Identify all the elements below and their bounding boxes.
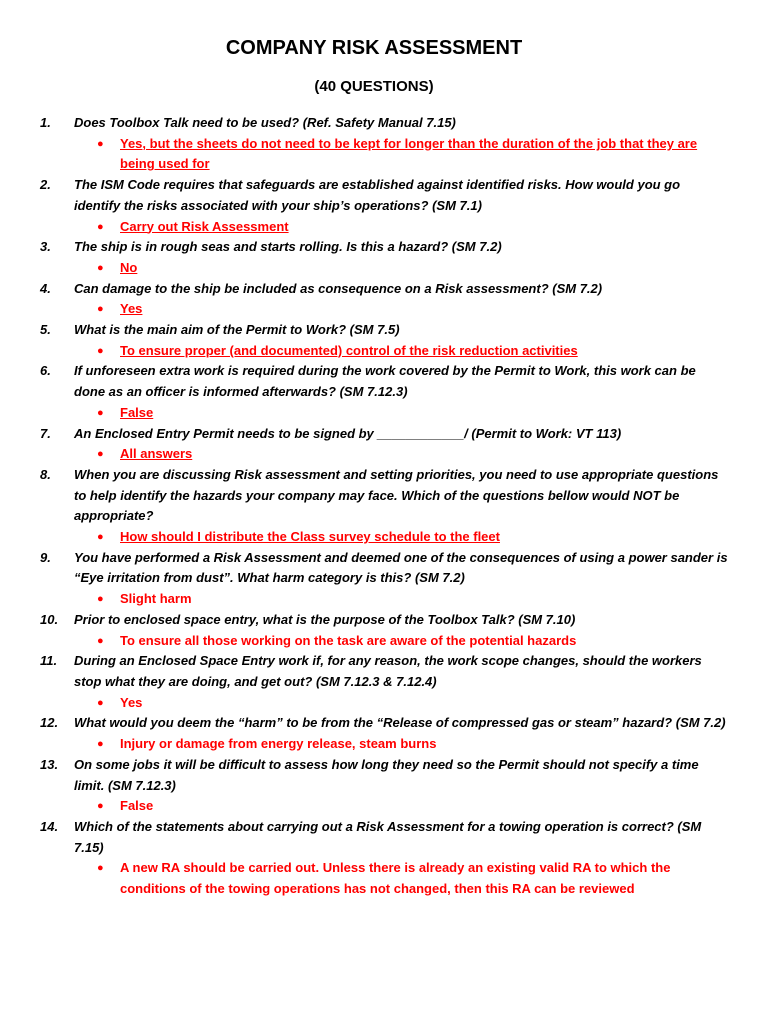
question-text-row (0, 817, 768, 858)
question-item (0, 113, 768, 175)
answer-text: False (120, 798, 154, 814)
answer-row (0, 796, 768, 817)
bullet-icon: ● (97, 220, 104, 233)
answer-text: How should I distribute the Class survey schedule to the fleet (120, 529, 500, 545)
bullet-icon: ● (97, 344, 104, 357)
answer-row (0, 258, 768, 279)
answer-row (0, 341, 768, 362)
answer-row (0, 589, 768, 610)
answer-text: Yes (120, 694, 143, 710)
question-item (0, 361, 768, 423)
question-text-row (0, 651, 768, 692)
question-text: The ISM Code requires that safeguards are established against identified risks. How would you go identify the risks associated with your ship’s operations? (SM 7.1) (74, 177, 681, 213)
question-text-row (0, 237, 768, 258)
document-subtitle: (40 QUESTIONS) (314, 78, 434, 95)
question-item (0, 548, 768, 610)
answer-row (0, 734, 768, 755)
question-text: During an Enclosed Space Entry work if, for any reason, the work scope changes, should the workers stop what they are doing, and get out? (SM 7.12.3 & 7.12.4) (74, 653, 702, 689)
answer-row (0, 527, 768, 548)
question-number: 2. (40, 177, 51, 193)
question-text: What is the main aim of the Permit to Work? (SM 7.5) (74, 322, 400, 338)
answer-row (0, 858, 768, 899)
question-text-row (0, 175, 768, 216)
question-number: 10. (40, 611, 59, 627)
answer-row (0, 217, 768, 238)
question-text: An Enclosed Entry Permit needs to be signed by ____________/ (Permit to Work: VT 113) (74, 425, 622, 441)
bullet-icon: ● (97, 862, 104, 875)
answer-text: Injury or damage from energy release, steam burns (120, 736, 437, 752)
answer-text: To ensure all those working on the task are aware of the potential hazards (120, 632, 577, 648)
question-number: 11. (40, 653, 58, 669)
answer-row (0, 403, 768, 424)
question-text: Prior to enclosed space entry, what is the purpose of the Toolbox Talk? (SM 7.10) (74, 611, 576, 627)
answer-text: No (120, 259, 138, 275)
question-text: Which of the statements about carrying out a Risk Assessment for a towing operation is correct? (SM 7.15) (74, 818, 702, 855)
question-text-row (0, 113, 768, 134)
answer-row (0, 299, 768, 320)
question-item (0, 651, 768, 713)
bullet-icon: ● (97, 696, 104, 709)
question-item (0, 424, 768, 465)
question-text: Does Toolbox Talk need to be used? (Ref. Safety Manual 7.15) (74, 115, 456, 130)
bullet-icon: ● (97, 448, 104, 461)
question-text: If unforeseen extra work is required during the work covered by the Permit to Work, this work can be done as an officer is informed afterwards? (SM 7.12.3) (74, 363, 696, 400)
bullet-icon: ● (97, 303, 104, 316)
answer-text: All answers (120, 446, 193, 462)
bullet-icon: ● (97, 137, 104, 150)
answer-row (0, 693, 768, 714)
bullet-icon: ● (97, 800, 104, 813)
question-number: 8. (40, 466, 51, 482)
answer-text: Carry out Risk Assessment (120, 218, 289, 234)
question-number: 13. (40, 756, 59, 772)
question-text-row (0, 755, 768, 796)
question-number: 5. (40, 322, 51, 338)
question-number: 6. (40, 363, 51, 379)
answer-text: Yes, but the sheets do not need to be kept for longer than the duration of the job that they are being used for (120, 135, 698, 172)
question-text-row (0, 361, 768, 402)
question-number: 12. (40, 715, 59, 731)
answer-text: To ensure proper (and documented) control of the risk reduction activities (120, 342, 578, 358)
question-text-row (0, 713, 768, 734)
question-item (0, 237, 768, 278)
bullet-icon: ● (97, 261, 104, 274)
question-text: What would you deem the “harm” to be from the “Release of compressed gas or steam” hazard? (SM 7.2) (74, 715, 726, 731)
question-number: 3. (40, 239, 51, 255)
question-text-row (0, 465, 768, 527)
question-text-row (0, 279, 768, 300)
answer-row (0, 444, 768, 465)
bullet-icon: ● (97, 406, 104, 419)
question-number: 1. (40, 115, 51, 130)
question-item (0, 279, 768, 320)
question-text-row (0, 610, 768, 631)
bullet-icon: ● (97, 531, 104, 544)
question-item (0, 817, 768, 900)
answer-row (0, 631, 768, 652)
bullet-icon: ● (97, 634, 104, 647)
question-item (0, 320, 768, 361)
question-text: On some jobs it will be difficult to assess how long they need so the Permit should not specify a time limit. (SM 7.12.3) (74, 756, 699, 793)
question-item (0, 713, 768, 754)
answer-text: Slight harm (120, 591, 192, 607)
question-text-row (0, 548, 768, 589)
bullet-icon: ● (97, 738, 104, 751)
answer-text: A new RA should be carried out. Unless there is already an existing valid RA to which the conditions of the towing operations has not changed, then this RA can be reviewed (120, 860, 671, 897)
bullet-icon: ● (97, 593, 104, 606)
question-item (0, 610, 768, 651)
question-text: You have performed a Risk Assessment and deemed one of the consequences of using a power sander is “Eye irritation from dust”. What harm category is this? (SM 7.2) (74, 549, 728, 586)
question-text-row (0, 320, 768, 341)
question-number: 7. (40, 425, 51, 441)
question-text: When you are discussing Risk assessment and setting priorities, you need to use appropriate questions to help identify the hazards your company may face. Which of the questions bellow would NOT be appropriate? (74, 466, 719, 524)
answer-text: False (120, 404, 154, 420)
question-item (0, 175, 768, 237)
document-title: COMPANY RISK ASSESSMENT (225, 37, 523, 59)
question-number: 9. (40, 549, 51, 565)
question-item (0, 465, 768, 548)
question-text-row (0, 424, 768, 445)
answer-text: Yes (120, 301, 143, 317)
question-list (0, 113, 768, 900)
answer-row (0, 134, 768, 175)
question-number: 4. (40, 280, 51, 296)
question-text: Can damage to the ship be included as consequence on a Risk assessment? (SM 7.2) (74, 280, 603, 296)
question-item (0, 755, 768, 817)
question-number: 14. (40, 818, 59, 834)
question-text: The ship is in rough seas and starts rolling. Is this a hazard? (SM 7.2) (74, 239, 502, 255)
